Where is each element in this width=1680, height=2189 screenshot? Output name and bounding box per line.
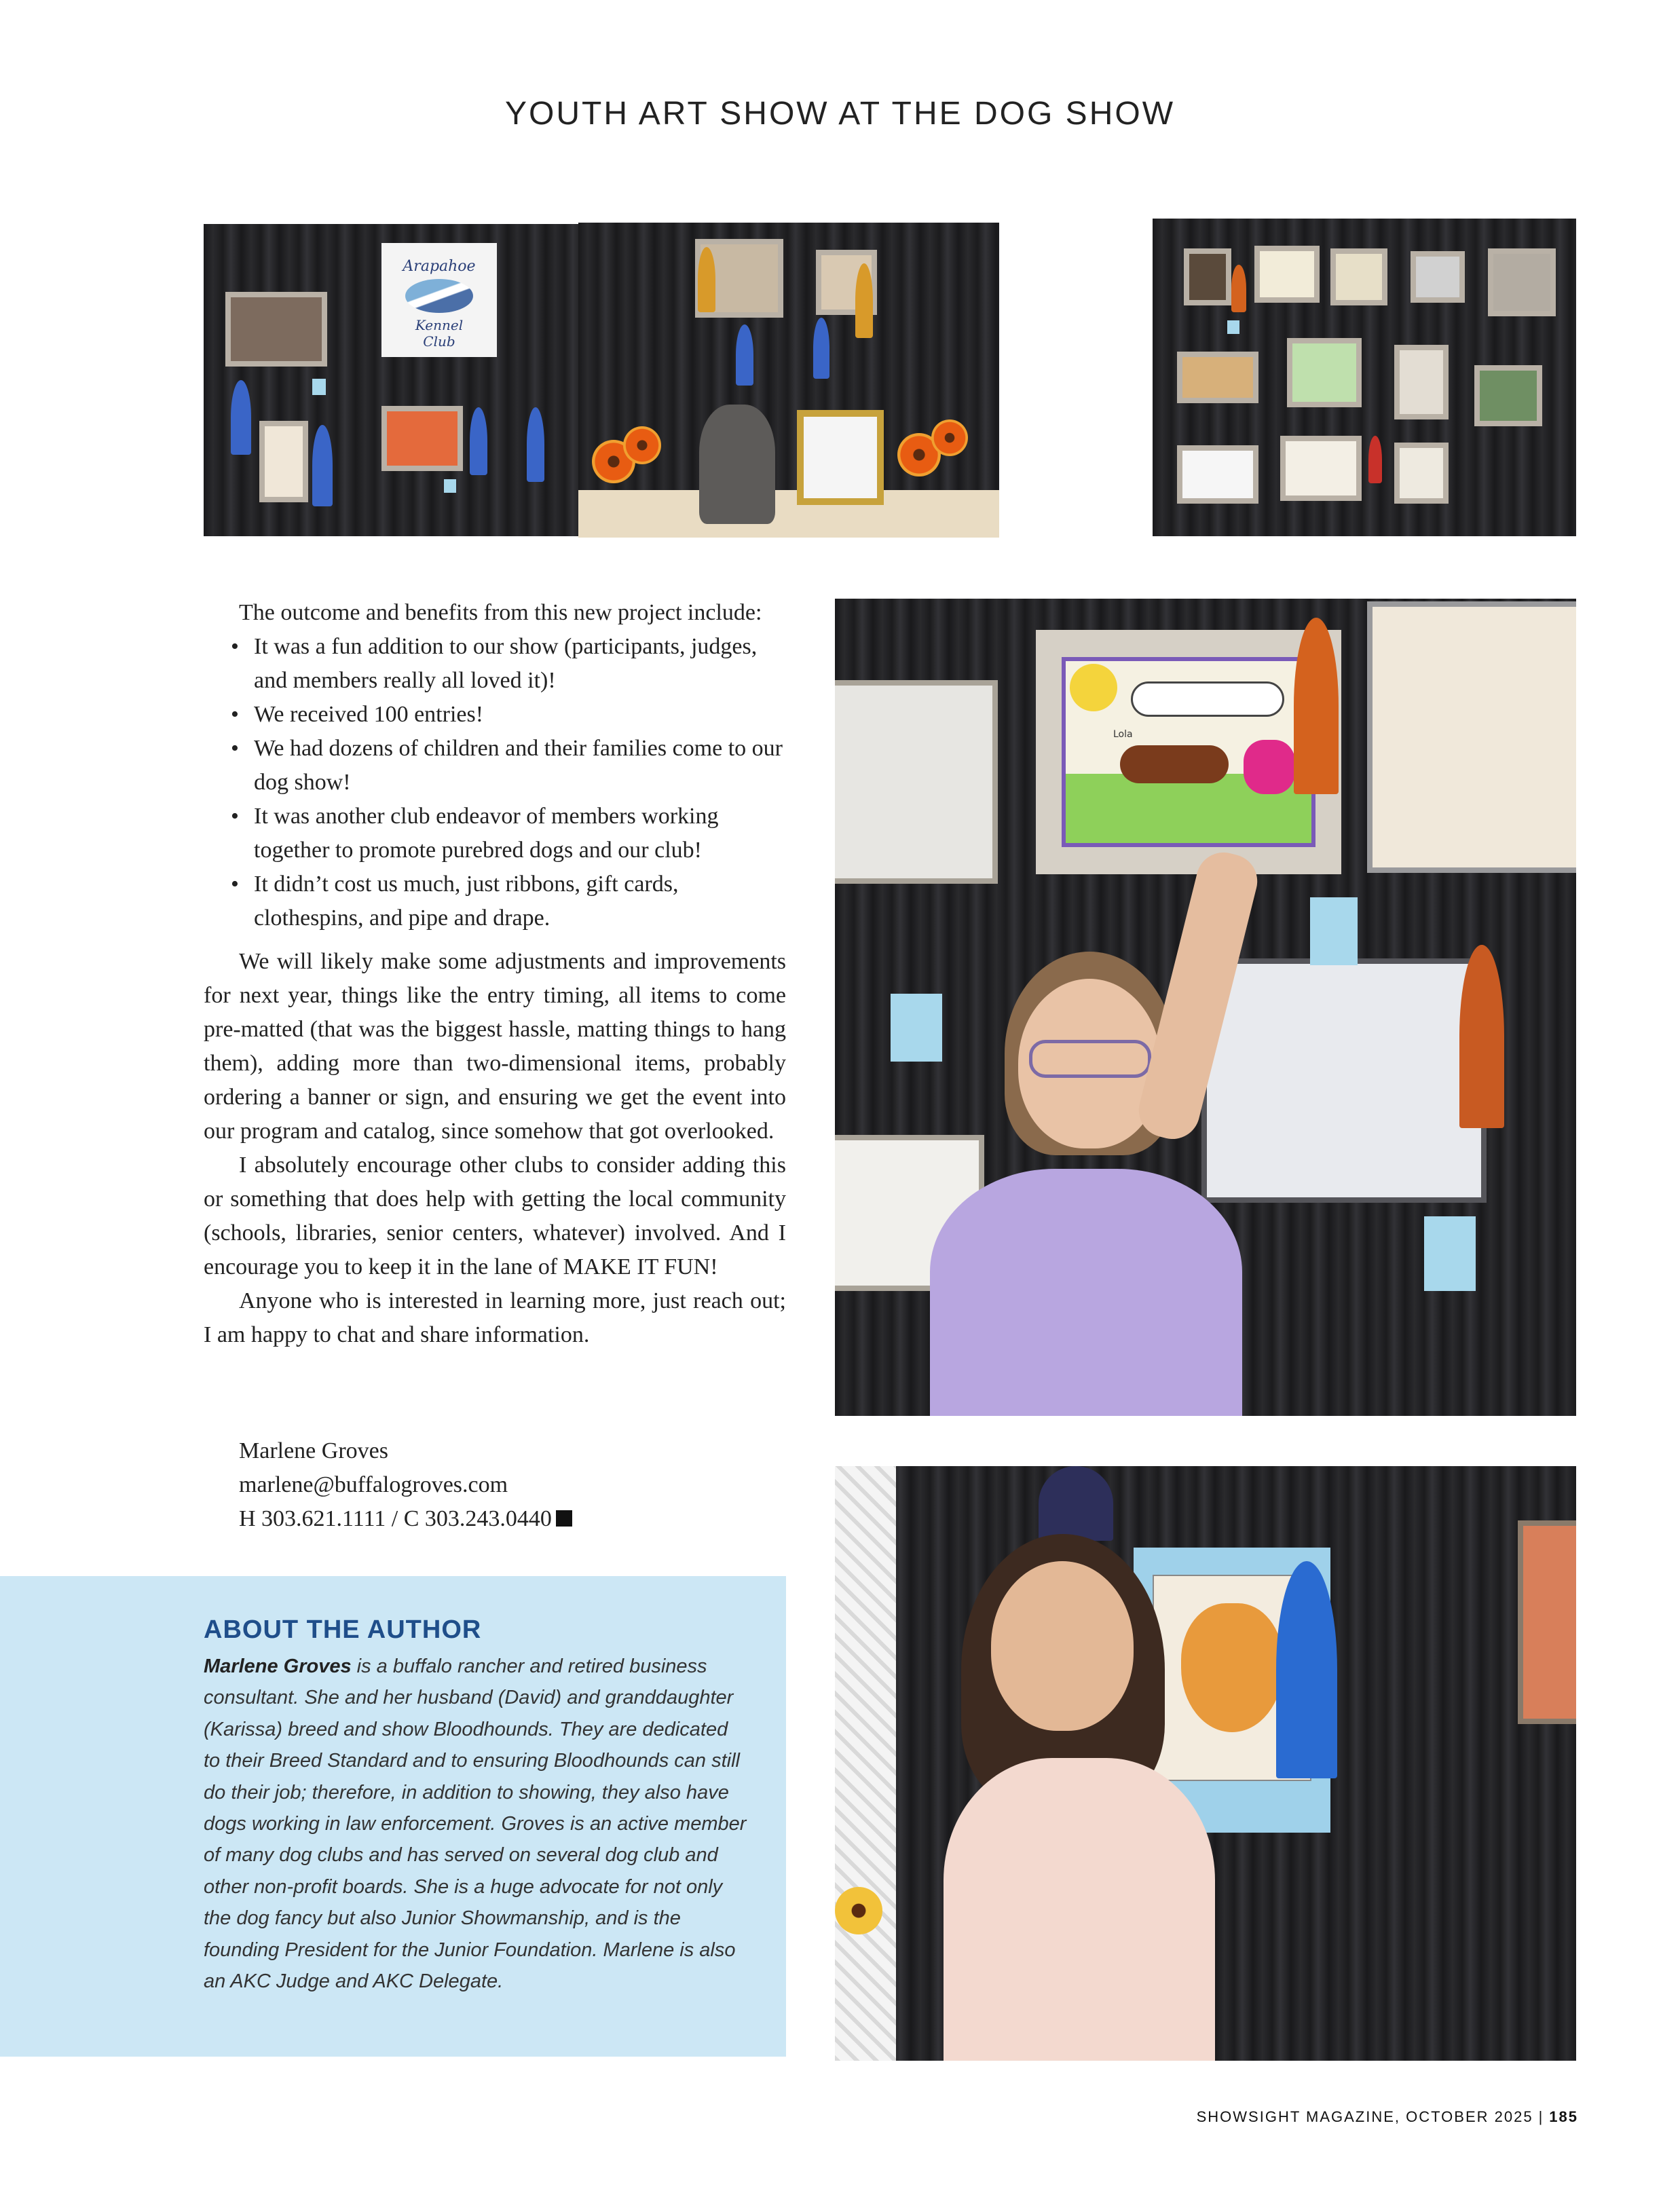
list-item-text: We had dozens of children and their families come to our dog show! [254,736,783,795]
photo-girl-with-corgi-art [835,1466,1576,2061]
display-table [578,490,999,538]
ribbon-gold-1 [698,247,715,312]
artwork-row2-3 [1394,345,1449,419]
photo-art-wall [1153,219,1576,536]
girl-face [991,1561,1134,1731]
sunflower-bouquet-right-2 [931,419,968,456]
artwork-corgi [259,421,308,502]
girl-shirt [944,1758,1215,2061]
photo-arapahoe-banner-display [204,224,578,536]
paragraph-encourage: I absolutely encourage other clubs to consider adding this or something that does help with getting the local community (schools, libraries, senior centers, whatever) involved. And I encourage you to keep it in the lane of MAKE IT FUN! [204,1153,786,1279]
list-item-text: It was another club endeavor of members working together to promote purebred dogs and our club! [254,804,719,863]
ribbon-blue-1 [736,324,753,386]
girl-glasses [1029,1040,1151,1078]
paragraph-contact: Anyone who is interested in learning more, just reach out; I am happy to chat and share information. [204,1288,786,1347]
ribbon-red [1368,436,1382,483]
entry-tag-1 [312,379,326,395]
drawn-clouds [1131,681,1284,717]
artwork-row2-4 [1474,365,1542,426]
about-author-bio [204,1651,747,1997]
artwork-cat-drawing [835,680,998,884]
ribbon-honorable-mention-1 [1294,618,1339,794]
clay-dog-sculpture [699,405,775,524]
ribbon-blue-2 [813,318,829,379]
list-item [216,698,793,732]
bullet-glyph: • [231,634,239,659]
article-intro: The outcome and benefits from this new project include: [239,600,762,625]
bullet-glyph: • [231,804,239,829]
ribbon-blue-3 [470,407,487,475]
signature-email[interactable]: marlene@buffalogroves.com [239,1472,508,1497]
drawn-pink-dogs [1244,740,1295,794]
banner-line-1: Arapahoe [403,258,476,275]
ribbon-orange [1231,265,1246,312]
entry-tag-2 [444,479,456,493]
arapahoe-banner [381,243,497,357]
artwork-row1-5 [1488,248,1556,316]
bullet-glyph: • [231,872,239,897]
framed-certificate [797,410,884,505]
artwork-row1-3 [1330,248,1387,305]
footer-publication: SHOWSIGHT MAGAZINE, OCTOBER 2025 [1196,2108,1533,2125]
about-author-heading: ABOUT THE AUTHOR [204,1615,482,1644]
artwork-row3-1 [1177,445,1258,504]
artwork-row1-4 [1411,251,1465,303]
drawn-caption: Lola [1113,729,1133,740]
girl-shirt [930,1169,1242,1416]
list-item [216,867,793,935]
drawn-dachshund [1120,745,1229,783]
photo-table-display [578,223,999,538]
list-item [216,732,793,800]
artwork-row3-2 [1280,436,1362,501]
ribbon-blue-2 [312,425,333,506]
end-mark-icon [556,1510,572,1527]
benefits-list [216,630,793,935]
footer-separator: | [1538,2108,1544,2125]
photo-girl-pointing-at-artwork [835,599,1576,1416]
list-item [216,630,793,698]
ribbon-best-in-show [1039,1466,1113,1541]
signature-phones-line [239,1502,572,1536]
page-title: YOUTH ART SHOW AT THE DOG SHOW [505,96,1175,132]
sunflower-bouquet-left-2 [623,426,661,464]
ribbon-blue-4 [527,407,544,482]
list-item [216,800,793,867]
entry-tag [1227,320,1239,334]
artwork-row3-3 [1394,443,1449,504]
artwork-dachshund-drawing [1062,657,1315,847]
white-lattice-screen [835,1466,896,2061]
bullet-glyph: • [231,736,239,761]
article-body [204,945,786,1352]
entry-tag-2 [1310,897,1358,965]
paragraph-improvements: We will likely make some adjustments and improvements for next year, things like the entry timing, all items to come pre-matted (that was the biggest hassle, matting things to hang them), adding more than two-dimensional items, probably ordering a banner or sign, and ensuring we get the event into our program and catalog, since somehow that got overlooked. [204,949,786,1144]
list-item-text: It didn’t cost us much, just ribbons, gift cards, clothespins, and pipe and drape. [254,872,679,931]
signature-phones: H 303.621.1111 / C 303.243.0440 [239,1506,552,1531]
sunflower-decoration [835,1887,882,1934]
banner-line-3: Club [423,333,455,350]
list-item-text: It was a fun addition to our show (participants, judges, and members really all loved it)! [254,634,758,693]
artwork-row2-2 [1287,338,1362,407]
mountain-emblem [405,279,473,313]
page-footer [1197,2108,1578,2126]
ribbon-honorable-mention-2 [1459,945,1504,1128]
signature-name: Marlene Groves [239,1438,388,1463]
girl-with-glasses [910,952,1263,1416]
artwork-dog-bed [381,406,463,471]
girl-with-long-hair [937,1534,1222,2061]
artwork-row1-2 [1254,246,1320,303]
author-bio-text: is a buffalo rancher and retired business consultant. She and her husband (David) and granddaughter (Karissa) breed and show Bloodhounds. They are dedicated to their Breed Standard and to ensuring Bloodhounds can still do their job; therefore, in addition to showing, they also have dogs working in law enforcement. Groves is an active member of many dog clubs and has served on several dog club and other non-profit boards. She is a huge advocate for not only the dog fancy but also Junior Showmanship, and is the founding President for the Junior Foundation. Marlene is also an AKC Judge and AKC Delegate. [204,1655,747,1993]
bullet-glyph: • [231,702,239,727]
artwork-orange-edge [1518,1520,1576,1724]
ribbon-gold-2 [855,263,873,338]
ribbon-blue-1 [231,380,251,455]
artwork-row1-1 [1184,248,1231,305]
entry-tag-3 [1424,1216,1476,1291]
artwork-chihuahua [225,292,327,367]
author-name: Marlene Groves [204,1655,352,1677]
artwork-bulldog-drawing [1367,601,1576,873]
list-item-text: We received 100 entries! [254,702,484,727]
drawn-sun [1070,664,1117,711]
ribbon-first-place [1276,1561,1337,1778]
banner-line-2: Kennel [415,317,464,333]
page-number: 185 [1549,2108,1578,2125]
signature-block [239,1434,572,1536]
artwork-row2-1 [1177,352,1258,403]
